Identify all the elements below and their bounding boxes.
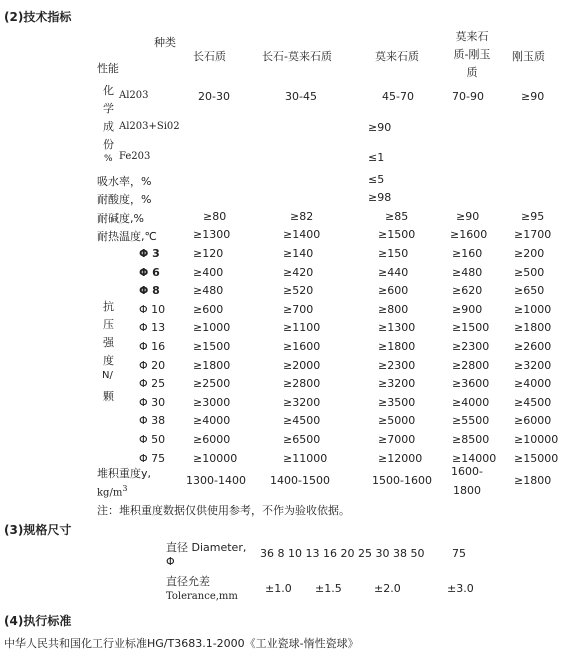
strength-mullite-5: ≥1800 <box>378 340 416 353</box>
strength-mullite-corundum-4: ≥1500 <box>452 321 490 335</box>
density-note: 注：堆积重度数据仅供使用参考，不作为验收依据。 <box>97 504 350 517</box>
strength-diameter-7: Φ 25 <box>139 377 166 391</box>
al2o3-sio2-value: ≥90 <box>368 121 392 134</box>
strength-feldspar-2: ≥480 <box>193 284 224 298</box>
strength-label-char-3: 强 <box>103 336 114 349</box>
col-header-mullite-corundum-2: 质-刚玉 <box>453 48 491 61</box>
strength-corundum-5: ≥2600 <box>514 340 552 353</box>
strength-diameter-3: Φ 10 <box>139 302 166 316</box>
strength-diameter-0: Φ 3 <box>139 247 160 260</box>
strength-diameter-6: Φ 20 <box>139 358 166 372</box>
diameter-values: 36 8 10 13 16 20 25 30 38 50 <box>260 547 425 560</box>
col-header-feldspar-mullite: 长石-莫来石质 <box>262 50 332 63</box>
strength-mullite-corundum-6: ≥2800 <box>452 358 490 372</box>
row-label-acid-resistance: 耐酸度，% <box>97 193 152 206</box>
strength-diameter-2: Φ 8 <box>139 284 160 298</box>
strength-mullite-corundum-11: ≥14000 <box>452 451 497 465</box>
row-label-water-absorption: 吸水率，% <box>97 175 152 188</box>
density-feldspar-mullite: 1400-1500 <box>270 474 330 487</box>
strength-corundum-6: ≥3200 <box>514 358 552 372</box>
row-label-fe2o3: Fe203 <box>119 151 151 162</box>
strength-mullite-11: ≥12000 <box>378 451 423 465</box>
chem-label-char-3: 成 <box>103 120 114 133</box>
chem-label-char-4: 份 <box>103 138 114 151</box>
strength-mullite-corundum-9: ≥5500 <box>452 414 490 428</box>
water-absorption-value: ≤5 <box>368 173 385 186</box>
strength-feldspar-9: ≥4000 <box>193 414 231 428</box>
strength-mullite-10: ≥7000 <box>378 433 416 446</box>
strength-corundum-7: ≥4000 <box>514 377 552 391</box>
strength-feldspar-1: ≥400 <box>193 265 224 279</box>
diameter-value-75: 75 <box>452 547 466 560</box>
alkali-mullite: ≥85 <box>385 210 409 223</box>
density-unit-text: kg/m <box>97 487 123 499</box>
strength-diameter-11: Φ 75 <box>139 451 166 465</box>
strength-feldspar-6: ≥1800 <box>193 358 231 372</box>
strength-feldspar-mullite-3: ≥700 <box>283 302 314 316</box>
density-mullite-corundum-2: 1800 <box>453 484 481 497</box>
strength-feldspar-mullite-11: ≥11000 <box>283 451 328 465</box>
strength-mullite-corundum-2: ≥620 <box>452 284 483 298</box>
section-title-standard: (4)执行标准 <box>4 614 72 628</box>
density-feldspar: 1300-1400 <box>186 474 246 487</box>
al2o3-mullite: 45-70 <box>382 90 414 103</box>
col-header-mullite-corundum-1: 莫来石 <box>455 30 489 43</box>
strength-feldspar-0: ≥120 <box>193 247 224 260</box>
strength-corundum-1: ≥500 <box>514 265 545 279</box>
strength-feldspar-mullite-2: ≥520 <box>283 284 314 298</box>
col-header-feldspar: 长石质 <box>193 50 226 63</box>
standard-text: 中华人民共和国化工行业标准HG/T3683.1-2000《工业瓷球-惰性瓷球》 <box>4 637 359 650</box>
strength-corundum-11: ≥15000 <box>514 451 559 465</box>
strength-diameter-4: Φ 13 <box>139 321 166 335</box>
alkali-feldspar-mullite: ≥82 <box>290 210 314 223</box>
strength-feldspar-7: ≥2500 <box>193 377 231 391</box>
strength-mullite-corundum-10: ≥8500 <box>452 433 490 446</box>
col-header-mullite-corundum-3: 质 <box>466 66 478 79</box>
strength-label-char-2: 压 <box>103 318 114 331</box>
strength-mullite-corundum-1: ≥480 <box>452 265 483 279</box>
alkali-corundum: ≥95 <box>521 210 545 223</box>
corner-label-property: 性能 <box>97 62 119 75</box>
strength-mullite-7: ≥3200 <box>378 377 416 391</box>
strength-mullite-4: ≥1300 <box>378 321 416 335</box>
strength-mullite-corundum-7: ≥3600 <box>452 377 490 391</box>
density-mullite-corundum-1: 1600- <box>451 465 483 478</box>
strength-feldspar-mullite-9: ≥4500 <box>283 414 321 428</box>
strength-mullite-corundum-0: ≥160 <box>452 247 483 260</box>
row-label-al2o3-sio2: Al203+Si02 <box>119 121 180 132</box>
al2o3-corundum: ≥90 <box>521 90 545 103</box>
tolerance-3: ±2.0 <box>374 582 401 595</box>
acid-resistance-value: ≥98 <box>368 191 392 204</box>
strength-mullite-9: ≥5000 <box>378 414 416 428</box>
strength-corundum-8: ≥4500 <box>514 395 552 409</box>
strength-feldspar-mullite-4: ≥1100 <box>283 321 321 335</box>
row-label-bulk-density-unit <box>97 484 127 498</box>
strength-diameter-5: Φ 16 <box>139 340 166 353</box>
strength-feldspar-mullite-0: ≥140 <box>283 247 314 260</box>
strength-corundum-0: ≥200 <box>514 247 545 260</box>
chem-label-char-1: 化 <box>103 84 114 97</box>
strength-corundum-4: ≥1800 <box>514 321 552 335</box>
col-header-corundum: 刚玉质 <box>512 50 545 63</box>
strength-diameter-9: Φ 38 <box>139 414 166 428</box>
strength-diameter-1: Φ 6 <box>139 265 160 279</box>
strength-corundum-10: ≥10000 <box>514 433 559 446</box>
heat-feldspar: ≥1300 <box>193 228 231 241</box>
chem-label-char-2: 学 <box>103 102 114 115</box>
tolerance-4: ±3.0 <box>447 582 474 595</box>
section-title-tech-specs: (2)技术指标 <box>4 10 72 24</box>
strength-mullite-2: ≥600 <box>378 284 409 298</box>
strength-label-char-4: 度 <box>103 354 114 367</box>
density-mullite: 1500-1600 <box>372 474 432 487</box>
strength-feldspar-mullite-6: ≥2000 <box>283 358 321 372</box>
al2o3-mullite-corundum: 70-90 <box>452 90 484 103</box>
tolerance-label-en: Tolerance,mm <box>166 591 238 602</box>
strength-feldspar-10: ≥6000 <box>193 433 231 446</box>
strength-feldspar-4: ≥1000 <box>193 321 231 335</box>
strength-mullite-corundum-3: ≥900 <box>452 302 483 316</box>
strength-mullite-6: ≥2300 <box>378 358 416 372</box>
strength-feldspar-mullite-1: ≥420 <box>283 265 314 279</box>
fe2o3-value: ≤1 <box>368 151 385 164</box>
heat-feldspar-mullite: ≥1400 <box>283 228 321 241</box>
strength-corundum-3: ≥1000 <box>514 302 552 316</box>
al2o3-feldspar-mullite: 30-45 <box>285 90 317 103</box>
diameter-label-text: 直径 Diameter, <box>166 541 247 554</box>
strength-corundum-9: ≥6000 <box>514 414 552 428</box>
strength-mullite-corundum-5: ≥2300 <box>452 340 490 353</box>
tolerance-1: ±1.0 <box>265 582 292 595</box>
heat-corundum: ≥1700 <box>514 228 552 241</box>
strength-mullite-3: ≥800 <box>378 302 409 316</box>
row-label-al2o3: Al203 <box>119 90 149 101</box>
strength-label-char-5: N/ <box>102 370 113 381</box>
tolerance-2: ±1.5 <box>315 582 342 595</box>
strength-feldspar-mullite-7: ≥2800 <box>283 377 321 391</box>
strength-feldspar-8: ≥3000 <box>193 395 231 409</box>
strength-feldspar-3: ≥600 <box>193 302 224 316</box>
al2o3-feldspar: 20-30 <box>198 90 230 103</box>
chem-label-char-5: % <box>104 154 113 164</box>
strength-feldspar-5: ≥1500 <box>193 340 231 353</box>
strength-label-char-1: 抗 <box>103 300 114 313</box>
alkali-feldspar: ≥80 <box>203 210 227 223</box>
corner-label-type: 种类 <box>154 36 176 49</box>
strength-feldspar-mullite-10: ≥6500 <box>283 433 321 446</box>
strength-mullite-corundum-8: ≥4000 <box>452 395 490 409</box>
density-unit-sup: 3 <box>122 484 128 493</box>
strength-corundum-2: ≥650 <box>514 284 545 298</box>
heat-mullite-corundum: ≥1600 <box>450 228 488 241</box>
strength-feldspar-11: ≥10000 <box>193 451 238 465</box>
strength-diameter-10: Φ 50 <box>139 433 166 446</box>
strength-mullite-1: ≥440 <box>378 265 409 279</box>
diameter-symbol: Φ <box>166 555 175 568</box>
alkali-mullite-corundum: ≥90 <box>456 210 480 223</box>
row-label-bulk-density: 堆积重度y, <box>97 467 152 480</box>
strength-feldspar-mullite-5: ≥1600 <box>283 340 321 353</box>
heat-mullite: ≥1500 <box>378 228 416 241</box>
row-label-heat-resistance: 耐热温度,℃ <box>97 230 157 243</box>
strength-mullite-0: ≥150 <box>378 247 409 260</box>
row-label-alkali-resistance: 耐碱度,% <box>97 212 144 225</box>
strength-label-char-6: 颗 <box>103 390 114 403</box>
density-corundum: ≥1800 <box>514 474 552 487</box>
strength-mullite-8: ≥3500 <box>378 395 416 409</box>
section-title-specs: (3)规格尺寸 <box>4 523 72 537</box>
diameter-label <box>166 539 246 555</box>
strength-diameter-8: Φ 30 <box>139 395 166 409</box>
strength-feldspar-mullite-8: ≥3200 <box>283 395 321 409</box>
tolerance-label: 直径允差 <box>166 575 210 588</box>
col-header-mullite: 莫来石质 <box>375 50 419 63</box>
